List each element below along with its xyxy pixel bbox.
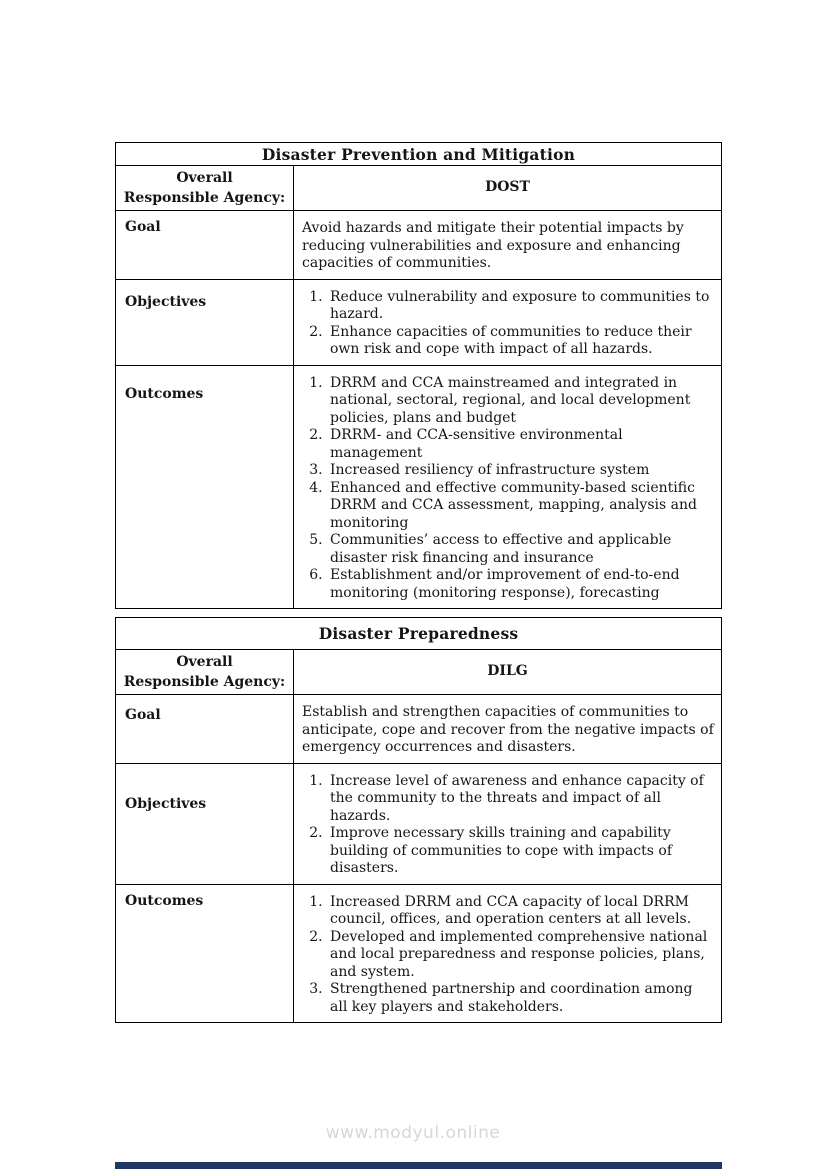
- objectives-row-label: Objectives: [116, 764, 294, 884]
- agency-label: [116, 650, 294, 694]
- outcomes-row: [116, 885, 721, 1023]
- outcomes-list: [302, 894, 714, 1017]
- outcomes-list: [302, 375, 714, 603]
- list-item: 1. Reduce vulnerability and exposure to communities to hazard.: [327, 289, 714, 324]
- table-disaster-prevention-mitigation: [115, 142, 722, 609]
- list-item: 5. Communities’ access to effective and applicable disaster risk financing and insurance: [327, 532, 714, 567]
- outcomes-row: [116, 366, 721, 609]
- list-item: 2. Developed and implemented comprehensive national and local preparedness and response policies, plans, and system.: [327, 929, 714, 982]
- outcomes-row-label: Outcomes: [116, 366, 294, 609]
- objectives-list: [302, 289, 714, 359]
- table-title: Disaster Prevention and Mitigation: [116, 143, 721, 166]
- list-item: 2. Enhance capacities of communities to reduce their own risk and cope with impact of all hazards.: [327, 324, 714, 359]
- list-item: 1. Increase level of awareness and enhance capacity of the community to the threats and impact of all hazards.: [327, 773, 714, 826]
- table-disaster-preparedness: [115, 617, 722, 1023]
- objectives-row: [116, 764, 721, 885]
- footer-bar: [115, 1162, 722, 1169]
- watermark: www.modyul.online: [325, 1123, 501, 1143]
- list-item: 4. Enhanced and effective community-based scientific DRRM and CCA assessment, mapping, analysis and monitoring: [327, 480, 714, 533]
- agency-label-line1: Overall: [176, 654, 233, 670]
- list-item: 3. Strengthened partnership and coordination among all key players and stakeholders.: [327, 981, 714, 1016]
- outcomes-row-label: Outcomes: [116, 885, 294, 1023]
- list-item: 1. Increased DRRM and CCA capacity of local DRRM council, offices, and operation centers at all levels.: [327, 894, 714, 929]
- outcomes-cell: [294, 366, 721, 609]
- goal-row: [116, 211, 721, 280]
- goal-text: Avoid hazards and mitigate their potential impacts by reducing vulnerabilities and exposure and enhancing capacities of communities.: [302, 220, 684, 271]
- table-title: Disaster Preparedness: [116, 618, 721, 650]
- goal-text: Establish and strengthen capacities of communities to anticipate, cope and recover from the negative impacts of emergency occurrences and disasters.: [302, 704, 714, 755]
- agency-row: [116, 166, 721, 211]
- list-item: 3. Increased resiliency of infrastructure system: [327, 462, 714, 480]
- goal-row: [116, 695, 721, 764]
- objectives-row-label: Objectives: [116, 280, 294, 365]
- list-item: 6. Establishment and/or improvement of end-to-end monitoring (monitoring response), forecasting: [327, 567, 714, 602]
- goal-row-label: Goal: [116, 211, 294, 279]
- agency-label: [116, 166, 294, 210]
- agency-row: [116, 650, 721, 695]
- agency-value: DILG: [487, 663, 528, 680]
- objectives-list: [302, 773, 714, 878]
- objectives-cell: [294, 764, 721, 884]
- agency-label-line2: Responsible Agency:: [123, 190, 286, 206]
- list-item: 1. DRRM and CCA mainstreamed and integrated in national, sectoral, regional, and local development policies, plans and budget: [327, 375, 714, 428]
- agency-label-line1: Overall: [176, 170, 233, 186]
- goal-row-label: Goal: [116, 695, 294, 763]
- agency-label-line2: Responsible Agency:: [123, 674, 286, 690]
- objectives-cell: [294, 280, 721, 365]
- list-item: 2. Improve necessary skills training and capability building of communities to cope with impacts of disasters.: [327, 825, 714, 878]
- objectives-row: [116, 280, 721, 366]
- list-item: 2. DRRM- and CCA-sensitive environmental management: [327, 427, 714, 462]
- agency-value: DOST: [485, 179, 530, 196]
- outcomes-cell: [294, 885, 721, 1023]
